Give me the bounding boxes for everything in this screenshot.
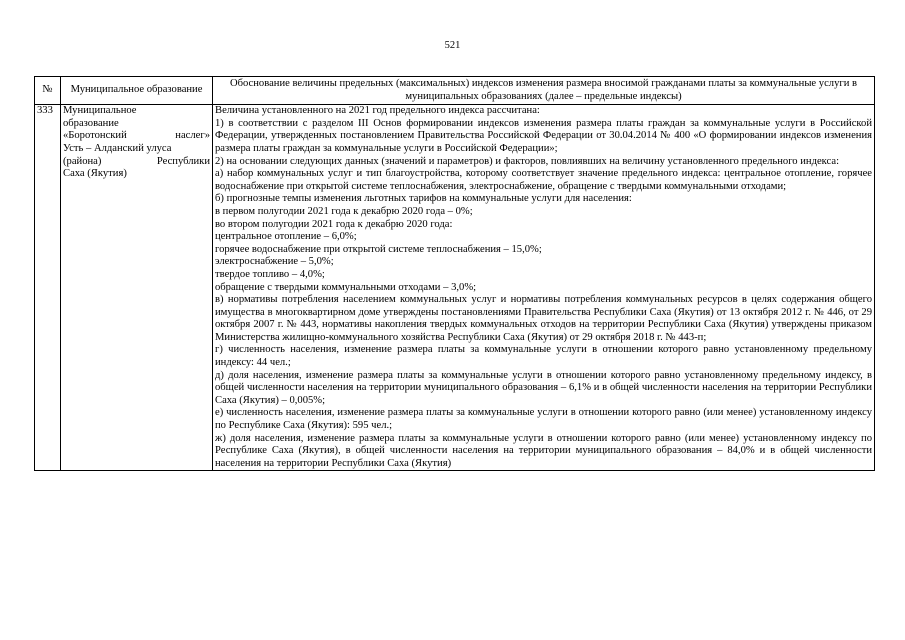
- paragraph-solid-fuel: твердое топливо – 4,0%;: [215, 268, 325, 280]
- paragraph-intro: Величина установленного на 2021 год предельного индекса рассчитана:: [215, 105, 540, 117]
- municipality-line: (района) Республики: [63, 155, 210, 167]
- row-number: 333: [35, 105, 61, 471]
- paragraph-item-1: 1) в соответствии с разделом III Основ формировании индексов изменения размера платы граждан за коммунальные услуги в Российской Федерации, утвержденных постановлением Правительства Российской Федерации от 30.04.2014 № 400 «О формировании индексов изменения размера платы граждан за коммунальные услуги в Российской Федерации»;: [215, 117, 872, 154]
- municipality-line: Саха (Якутия): [63, 168, 127, 180]
- table-row: [35, 105, 875, 471]
- paragraph-heating: центральное отопление – 6,0%;: [215, 231, 357, 243]
- table-header-row: [35, 77, 875, 105]
- page-number: 521: [444, 40, 461, 51]
- paragraph-item-g: г) численность населения, изменение размера платы за коммунальные услуги в отношении которого равно установленному предельному индексу: 44 чел.;: [215, 344, 872, 369]
- municipality-line: «Боротонский наслег»: [63, 130, 210, 142]
- paragraph-second-half: во втором полугодии 2021 года к декабрю 2020 года:: [215, 218, 453, 230]
- municipality-line: образование: [63, 117, 119, 129]
- municipality-line: Усть – Алданский улуса: [63, 142, 172, 154]
- indices-table: [34, 76, 875, 471]
- paragraph-waste: обращение с твердыми коммунальными отходами – 3,0%;: [215, 281, 477, 293]
- paragraph-item-v: в) нормативы потребления населением коммунальных услуг и нормативы потребления коммунальных ресурсов в целях содержания общего имущества в многоквартирном доме утверждены постановлениями Правительства Республики Саха (Якутия) от 13 октября 2012 г. № 446, от 29 октября 2007 г. № 443, нормативы накопления твердых коммунальных отходов на территории Республики Саха (Якутия) утверждены приказом Министерства жилищно-коммунального хозяйства Республики Саха (Якутия) от 29 октября 2018 г. № 443-п;: [215, 294, 872, 343]
- header-municipality: Муниципальное образование: [61, 77, 213, 105]
- paragraph-item-zh: ж) доля населения, изменение размера платы за коммунальные услуги в отношении которого равно (или менее) установленному индексу по Республике Саха (Якутия), в общей численности населения на территории муниципального образования – 84,0% и в общей численности населения на территории Республики Саха (Якутия): [215, 432, 872, 469]
- paragraph-item-b: б) прогнозные темпы изменения льготных тарифов на коммунальные услуги для населения:: [215, 193, 632, 205]
- paragraph-item-e: е) численность населения, изменение размера платы за коммунальные услуги в отношении которого равно (или менее) установленному индексу по Республике Саха (Якутия): 595 чел.;: [215, 407, 872, 432]
- paragraph-hot-water: горячее водоснабжение при открытой системе теплоснабжения – 15,0%;: [215, 243, 542, 255]
- paragraph-first-half: в первом полугодии 2021 года к декабрю 2020 года – 0%;: [215, 205, 473, 217]
- paragraph-item-d: д) доля населения, изменение размера платы за коммунальные услуги в отношении которого равно установленному предельному индексу, в общей численности населения на территории муниципального образования – 6,1% и в общей численности населения на территории Республики Саха (Якутия) – 0,005%;: [215, 369, 872, 406]
- header-justification: Обоснование величины предельных (максимальных) индексов изменения размера вносимой гражданами платы за коммунальные услуги в муниципальных образованиях (далее – предельные индексы): [213, 77, 875, 105]
- header-number: №: [35, 77, 61, 105]
- municipality-line: Муниципальное: [63, 105, 137, 117]
- paragraph-item-a: а) набор коммунальных услуг и тип благоустройства, которому соответствует значение предельного индекса: центральное отопление, горячее водоснабжение при открытой системе теплоснабжения, электроснабжение, обращение с твердыми коммунальными отходами;: [215, 168, 872, 192]
- paragraph-item-2: 2) на основании следующих данных (значений и параметров) и факторов, повлиявших на величину установленного предельного индекса:: [215, 155, 840, 167]
- paragraph-electricity: электроснабжение – 5,0%;: [215, 256, 334, 268]
- municipality-cell: [61, 105, 213, 471]
- justification-cell: [213, 105, 875, 471]
